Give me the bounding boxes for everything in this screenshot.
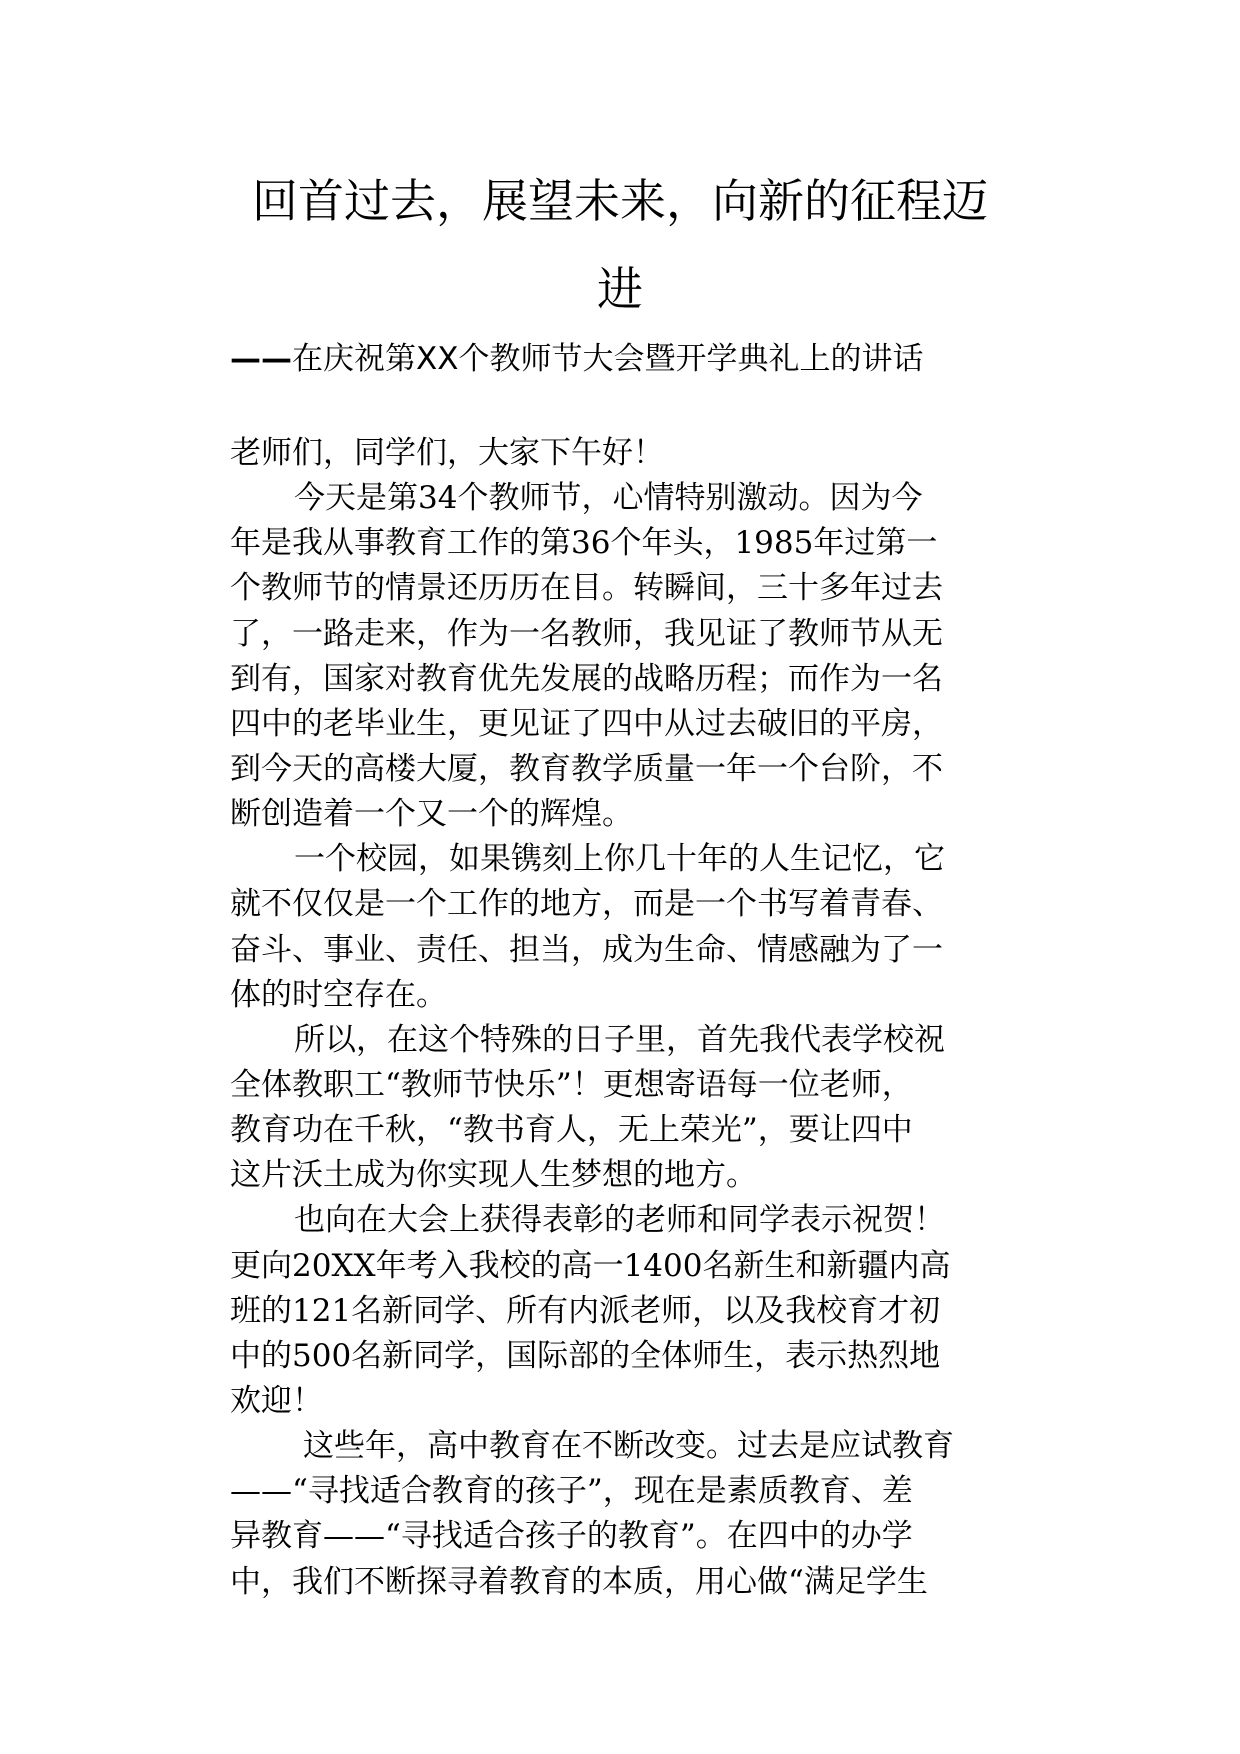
speech-body [230,431,1020,1605]
body-line: ——“寻找适合教育的孩子”，现在是素质教育、差 [230,1473,913,1510]
body-line: 老师们，同学们，大家下午好！ [230,435,664,471]
body-line: 奋斗、事业、责任、担当，成为生命、情感融为了一 [230,931,943,968]
body-line: 这片沃土成为你实现人生梦想的地方。 [230,1157,757,1194]
body-line: 更向20XX年考入我校的高一1400名新生和新疆内高 [230,1247,951,1284]
body-line: 到今天的高楼大厦，教育教学质量一年一个台阶，不 [230,750,943,787]
body-line: 全体教职工“教师节快乐”！更想寄语每一位老师， [230,1066,913,1103]
body-line: 四中的老毕业生，更见证了四中从过去破旧的平房， [230,705,943,742]
body-line: 教育功在千秋，“教书育人，无上荣光”，要让四中 [230,1112,913,1149]
body-line: 欢迎！ [230,1382,323,1419]
body-line: 班的121名新同学、所有内派老师，以及我校育才初 [230,1292,941,1329]
body-line: 年是我从事教育工作的第36个年头，1985年过第一 [230,525,938,562]
body-line: 了，一路走来，作为一名教师，我见证了教师节从无 [230,615,943,652]
body-line: 就不仅仅是一个工作的地方，而是一个书写着青春、 [230,886,943,923]
body-line: 中的500名新同学，国际部的全体师生，表示热烈地 [230,1337,941,1374]
body-line: 断创造着一个又一个的辉煌。 [230,796,633,833]
body-line: 个教师节的情景还历历在目。转瞬间，三十多年过去 [230,570,943,607]
subtitle-text: 在庆祝第XX个教师节大会暨开学典礼上的讲话 [292,341,924,377]
body-line: 一个校园，如果镌刻上你几十年的人生记忆，它 [294,841,945,878]
body-line: 中，我们不断探寻着教育的本质，用心做“满足学生 [230,1563,928,1600]
body-line: 到有，国家对教育优先发展的战略历程；而作为一名 [230,660,943,697]
body-line: 异教育——“寻找适合孩子的教育”。在四中的办学 [230,1518,913,1555]
title-line-2: 进 [597,262,643,316]
subtitle-dash: —— [230,341,292,377]
body-line: 所以，在这个特殊的日子里，首先我代表学校祝 [294,1021,945,1058]
title-line-1: 回首过去，展望未来，向新的征程迈 [252,174,988,228]
subtitle [230,341,1030,377]
body-line: 今天是第34个教师节，心情特别激动。因为今 [294,480,923,517]
body-line: 也向在大会上获得表彰的老师和同学表示祝贺！ [294,1202,945,1239]
body-line: 这些年，高中教育在不断改变。过去是应试教育 [303,1428,954,1465]
body-line: 体的时空存在。 [230,976,447,1013]
